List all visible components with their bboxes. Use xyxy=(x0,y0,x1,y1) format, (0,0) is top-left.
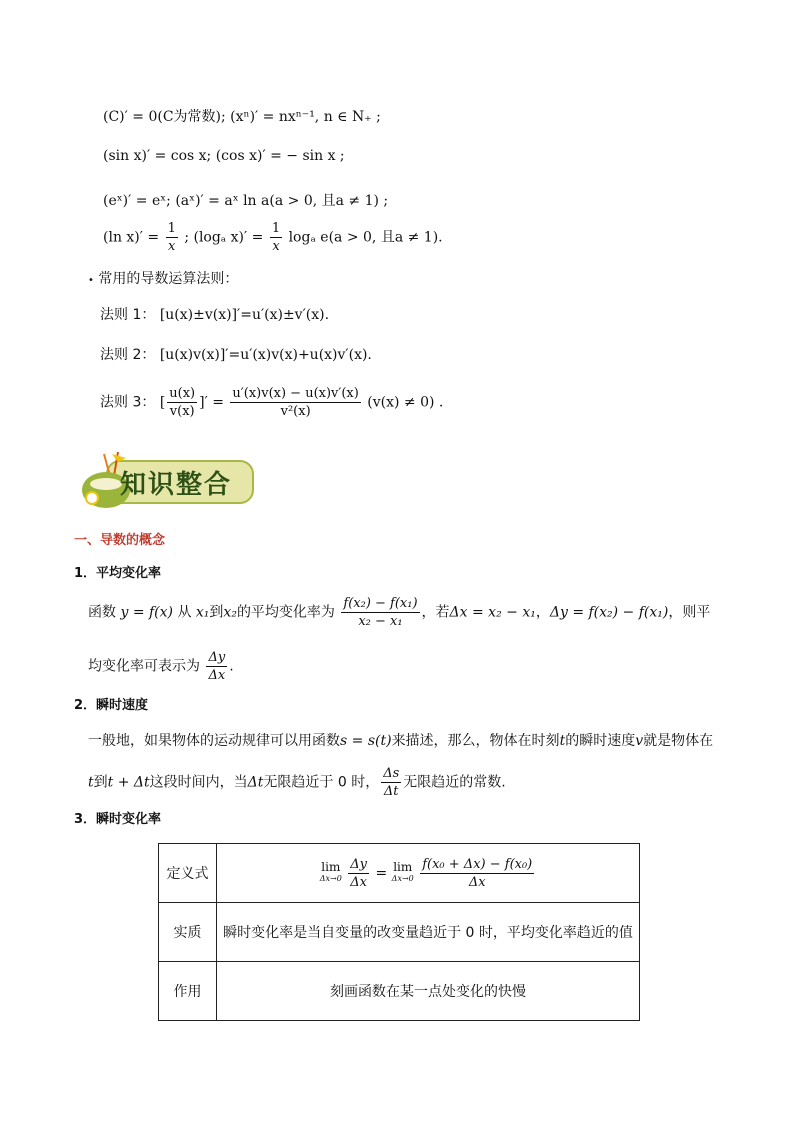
rule-3-den: v(x) xyxy=(169,404,195,419)
text: 到 xyxy=(93,774,108,791)
frac-num: 1 xyxy=(167,221,176,236)
rule-2-expr: [u(x)v(x)]′=u′(x)v(x)+u(x)v′(x). xyxy=(159,347,372,363)
text: 从 xyxy=(177,604,192,621)
rule-2-label: 法则 2： xyxy=(100,347,156,363)
rules-bullet-text: 常用的导数运算法则： xyxy=(98,271,239,287)
section-title: 一、导数的概念 xyxy=(74,533,166,548)
lim-operator xyxy=(392,861,414,885)
frac-num: Δs xyxy=(383,766,400,781)
formula-constant-power: (C)′ = 0(C为常数); (xⁿ)′ = nxⁿ⁻¹, n ∈ N₊ ; xyxy=(103,109,381,125)
math: Δy = f(x₂) − f(x₁) xyxy=(549,604,669,621)
definition-table xyxy=(158,843,640,1021)
rules-bullet: • 常用的导数运算法则： xyxy=(88,271,239,287)
frac-num: f(x₀ + Δx) − f(x₀) xyxy=(422,856,533,872)
lim-operator xyxy=(320,861,342,885)
equals: = xyxy=(375,865,388,881)
text: ，若 xyxy=(421,604,450,621)
lim-text: lim xyxy=(321,860,341,874)
rule-3 xyxy=(100,386,443,419)
frac-num: 1 xyxy=(271,221,281,236)
table-row xyxy=(159,844,640,903)
math: t xyxy=(559,733,566,749)
text: 无限趋近于 0 时， xyxy=(263,774,380,791)
lim-subscript: Δx→0 xyxy=(319,874,342,883)
rule-3-den2: v²(x) xyxy=(280,404,311,419)
table-row xyxy=(159,903,640,962)
text: 就是物体在 xyxy=(643,733,714,749)
rule-3-mid: ]′ = xyxy=(199,394,224,411)
instant-velocity-line-1 xyxy=(88,730,713,750)
frac-den: Δx xyxy=(468,874,486,890)
math: s = s(t) xyxy=(340,733,392,749)
frac-num: f(x₂) − f(x₁) xyxy=(343,596,418,611)
rule-3-tail: (v(x) ≠ 0) . xyxy=(367,394,444,411)
math: v xyxy=(635,733,644,749)
table-value: 刻画函数在某一点处变化的快慢 xyxy=(217,962,640,1021)
text: 的平均变化率为 xyxy=(236,604,335,621)
rule-1-label: 法则 1： xyxy=(100,307,156,323)
lim-text: lim xyxy=(393,860,413,874)
rule-3-num2: u′(x)v(x) − u(x)v′(x) xyxy=(232,386,359,401)
frac-den: Δt xyxy=(383,784,399,799)
text: . xyxy=(229,658,234,675)
rule-3-num: u(x) xyxy=(169,386,196,401)
text: ， xyxy=(535,604,550,621)
formula-ln-label: (ln x)′ = xyxy=(103,229,160,246)
frac-den: Δx xyxy=(350,874,368,890)
rule-3-label: 法则 3： xyxy=(100,394,156,411)
math: Δx = x₂ − x₁ xyxy=(449,604,536,621)
formula-log-tail: logₐ e(a > 0, 且a ≠ 1). xyxy=(288,229,443,246)
average-rate-line-2 xyxy=(88,650,234,683)
frac-num: Δy xyxy=(350,856,368,872)
rule-1 xyxy=(100,304,329,324)
table-value: 瞬时变化率是当自变量的改变量趋近于 0 时，平均变化率趋近的值 xyxy=(217,903,640,962)
definition-formula xyxy=(217,844,640,903)
heading-average-rate: 1．平均变化率 xyxy=(74,566,162,581)
frac-den: x₂ − x₁ xyxy=(358,614,403,629)
frac-den: x xyxy=(272,239,280,254)
math: t xyxy=(88,774,94,791)
text: 无限趋近的常数. xyxy=(403,774,506,791)
rule-2 xyxy=(100,344,372,364)
text: 来描述，那么，物体在时刻 xyxy=(391,733,560,749)
lim-subscript: Δx→0 xyxy=(391,874,414,883)
text: 一般地，如果物体的运动规律可以用函数 xyxy=(88,733,340,749)
table-key: 作用 xyxy=(159,962,217,1021)
frac-den: Δx xyxy=(208,668,226,683)
text: ，则平 xyxy=(668,604,711,621)
text: 到 xyxy=(209,604,224,621)
frac-num: Δy xyxy=(208,650,226,665)
rule-3-open: [ xyxy=(159,394,166,411)
knowledge-banner xyxy=(74,448,252,512)
table-key: 实质 xyxy=(159,903,217,962)
heading-instant-velocity: 2．瞬时速度 xyxy=(74,698,149,713)
table-row xyxy=(159,962,640,1021)
text: 均变化率可表示为 xyxy=(88,658,200,675)
average-rate-line-1 xyxy=(88,596,710,629)
text: 的瞬时速度 xyxy=(565,733,636,749)
frac-den: x xyxy=(168,239,176,254)
table-key: 定义式 xyxy=(159,844,217,903)
math: x₁ xyxy=(195,604,210,621)
formula-log-label: ; (logₐ x)′ = xyxy=(184,229,264,246)
banner-title: 知识整合 xyxy=(120,470,233,500)
text: 这段时间内，当 xyxy=(149,774,248,791)
text: 函数 xyxy=(88,604,116,621)
math: t + Δt xyxy=(107,774,150,791)
formula-sin-cos: (sin x)′ = cos x; (cos x)′ = − sin x ; xyxy=(103,148,345,164)
heading-instant-rate: 3．瞬时变化率 xyxy=(74,812,162,827)
formula-log xyxy=(103,221,443,254)
formula-exp: (eˣ)′ = eˣ; (aˣ)′ = aˣ ln a(a > 0, 且a ≠ 1) ; xyxy=(103,193,389,209)
rule-1-expr: [u(x)±v(x)]′=u′(x)±v′(x). xyxy=(159,307,330,323)
math: x₂ xyxy=(223,604,237,621)
math: Δt xyxy=(247,774,264,791)
instant-velocity-line-2 xyxy=(88,766,506,799)
math: y = f(x) xyxy=(120,604,173,621)
